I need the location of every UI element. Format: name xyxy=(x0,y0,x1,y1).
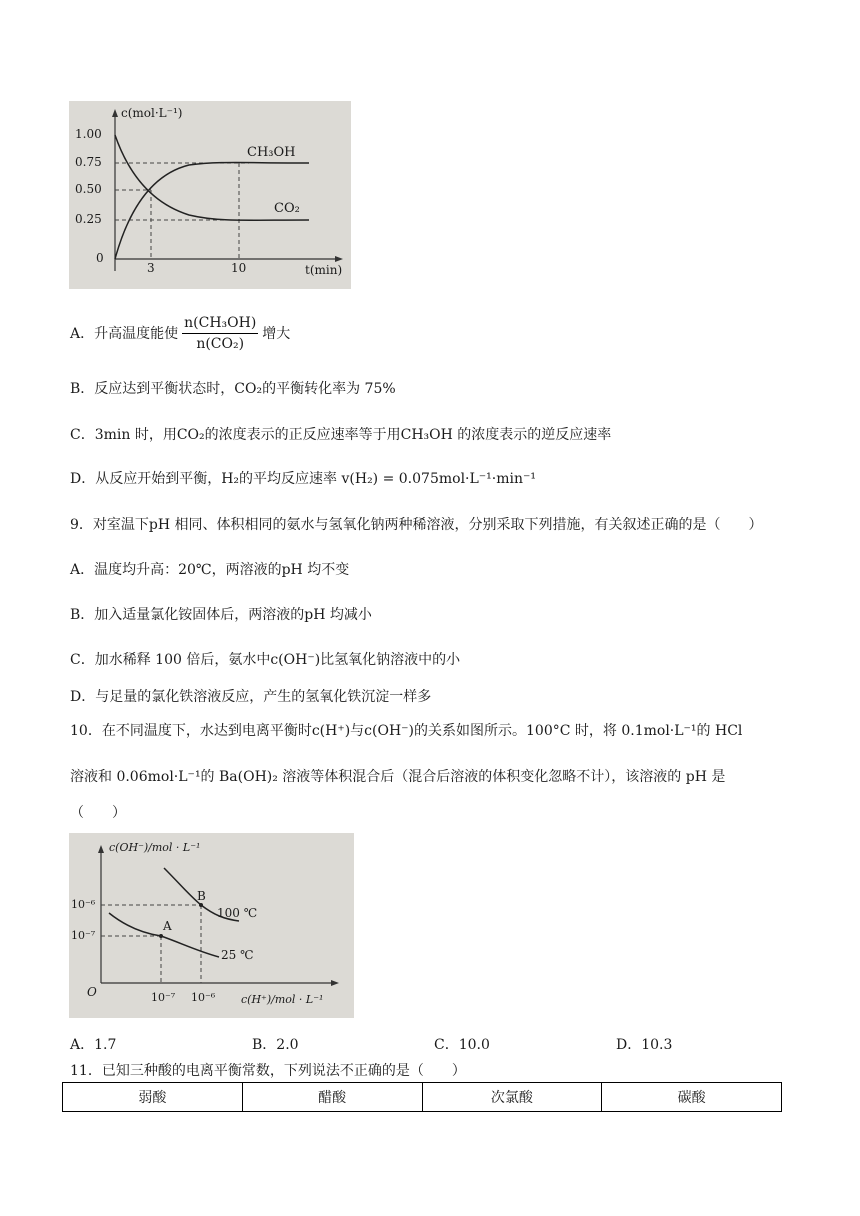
table-header-cell: 碳酸 xyxy=(602,1083,782,1112)
table-header-cell: 弱酸 xyxy=(63,1083,243,1112)
x-axis-label: c(H⁺)/mol · L⁻¹ xyxy=(241,993,324,1006)
curve-label-25c: 25 ℃ xyxy=(221,948,254,962)
q10-option-a: A．1.7 xyxy=(70,1037,117,1053)
x-tick: 10 xyxy=(231,261,247,275)
y-tick: 10⁻⁶ xyxy=(71,898,96,911)
q8-option-a-prefix: A．升高温度能使 xyxy=(70,326,179,342)
y-tick: 0.25 xyxy=(75,212,102,226)
q9-option-b: B．加入适量氯化铵固体后，两溶液的pH 均减小 xyxy=(70,607,372,623)
q8-option-a xyxy=(70,308,290,358)
q8-option-d: D．从反应开始到平衡，H₂的平均反应速率 v(H₂) = 0.075mol·L⁻¹·min⁻¹ xyxy=(70,471,537,487)
q11-table xyxy=(62,1082,782,1112)
q10-option-c: C．10.0 xyxy=(434,1037,490,1053)
y-tick: 1.00 xyxy=(75,127,102,141)
curve-label-100c: 100 ℃ xyxy=(217,906,258,920)
figure-water-ionization xyxy=(69,833,354,1018)
q10-stem-line1: 10．在不同温度下，水达到电离平衡时c(H⁺)与c(OH⁻)的关系如图所示。100°C 时，将 0.1mol·L⁻¹的 HCl xyxy=(70,723,743,739)
y-tick: 10⁻⁷ xyxy=(71,929,96,942)
x-tick: 10⁻⁷ xyxy=(151,991,176,1004)
q8-option-a-suffix: 增大 xyxy=(262,326,291,342)
origin-label: O xyxy=(87,985,97,999)
figure-concentration-time xyxy=(69,101,351,289)
fraction xyxy=(182,315,258,352)
table-row xyxy=(63,1083,782,1112)
series-label-ch3oh: CH₃OH xyxy=(247,145,296,160)
y-tick: 0.75 xyxy=(75,155,102,169)
x-tick: 10⁻⁶ xyxy=(191,991,216,1004)
q9-option-c: C．加水稀释 100 倍后，氨水中c(OH⁻)比氢氧化钠溶液中的小 xyxy=(70,652,461,668)
table-header-cell: 次氯酸 xyxy=(422,1083,602,1112)
q11-stem: 11．已知三种酸的电离平衡常数，下列说法不正确的是（ ） xyxy=(70,1063,466,1079)
q10-option-b: B．2.0 xyxy=(252,1037,299,1053)
q8-option-b: B．反应达到平衡状态时，CO₂的平衡转化率为 75% xyxy=(70,381,396,397)
q8-option-c: C．3min 时，用CO₂的浓度表示的正反应速率等于用CH₃OH 的浓度表示的逆反应速率 xyxy=(70,427,612,443)
x-tick: 3 xyxy=(147,261,155,275)
x-axis-label: t(min) xyxy=(305,263,343,277)
y-axis-label: c(OH⁻)/mol · L⁻¹ xyxy=(109,841,201,854)
fraction-denominator: n(CO₂) xyxy=(196,335,245,352)
q10-option-d: D．10.3 xyxy=(616,1037,673,1053)
y-axis-label: c(mol·L⁻¹) xyxy=(121,106,183,120)
fraction-numerator: n(CH₃OH) xyxy=(182,315,258,334)
q9-option-d: D．与足量的氯化铁溶液反应，产生的氢氧化铁沉淀一样多 xyxy=(70,689,432,705)
table-header-cell: 醋酸 xyxy=(242,1083,422,1112)
q9-stem: 9．对室温下pH 相同、体积相同的氨水与氢氧化钠两种稀溶液，分别采取下列措施，有关叙述正确的是（ ） xyxy=(70,517,763,533)
q10-stem-line2: 溶液和 0.06mol·L⁻¹的 Ba(OH)₂ 溶液等体积混合后（混合后溶液的体积变化忽略不计），该溶液的 pH 是 xyxy=(70,769,726,785)
point-label-a: A xyxy=(163,919,172,933)
q9-option-a: A．温度均升高：20℃，两溶液的pH 均不变 xyxy=(70,562,350,578)
series-label-co2: CO₂ xyxy=(274,201,300,216)
y-tick: 0 xyxy=(96,251,104,265)
q10-stem-line3: （ ） xyxy=(70,805,126,821)
y-tick: 0.50 xyxy=(75,182,102,196)
point-label-b: B xyxy=(197,889,206,903)
